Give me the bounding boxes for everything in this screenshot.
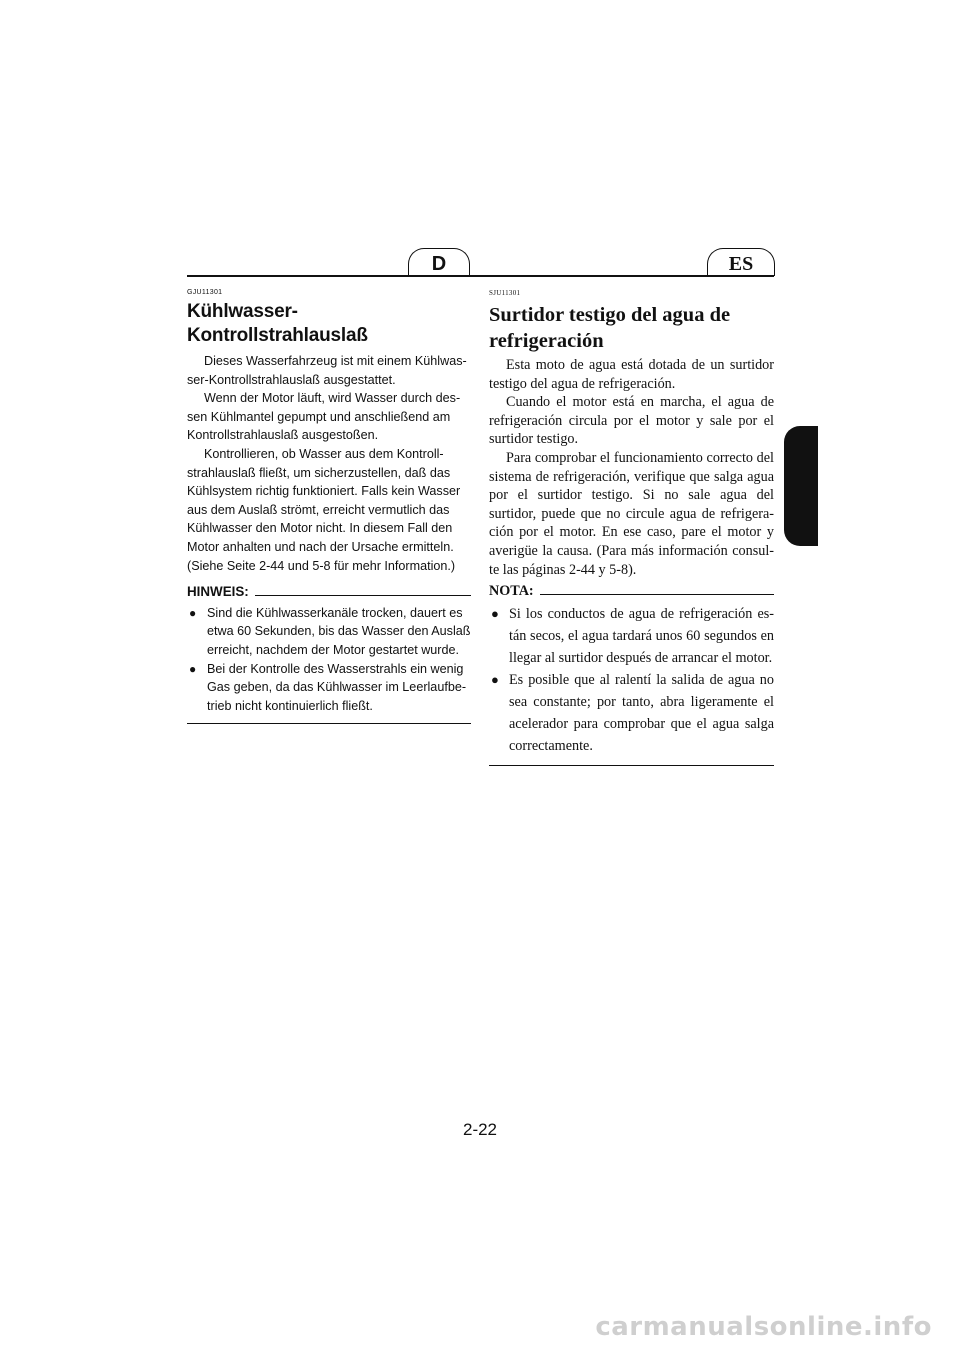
paragraph: Dieses Wasserfahrzeug ist mit einem Kühlwas-ser-Kontrollstrahlauslaß ausgestattet. xyxy=(187,354,467,387)
language-badge-spanish: ES xyxy=(707,248,775,276)
bullet-icon: ● xyxy=(491,605,499,621)
note-list xyxy=(187,604,471,716)
note-text: Bei der Kontrolle des Wasserstrahls ein wenig Gas geben, da das Kühlwasser im Leerlaufbe-trieb nicht kontinuierlich fließt. xyxy=(207,661,467,713)
section-code: SJU11301 xyxy=(489,289,521,297)
note-heading xyxy=(187,583,471,602)
watermark: carmanualsonline.info xyxy=(595,1312,932,1342)
note-text: Es posible que al ralentí la salida de agua no sea constante; por tanto, abra ligeramente el acelerador para comprobar que el agua salga correctamente. xyxy=(509,671,774,754)
header-rule xyxy=(187,275,774,277)
paragraph: Para comprobar el funcionamiento correcto del sistema de refrigeración, verifique que salga agua por el surtidor testigo. Si no sale agua del surtidor, puede que no circule agua de refrigera-ción por el motor. En ese caso, pare el motor y averigüe la causa. (Para más información consul-te las páginas 2-44 y 5-8). xyxy=(489,449,774,578)
spanish-column xyxy=(489,288,774,766)
chapter-tab xyxy=(784,426,818,546)
note-end-rule xyxy=(187,723,471,724)
paragraph: Cuando el motor está en marcha, el agua de refrigeración circula por el motor y sale por el surtidor testigo. xyxy=(489,394,774,448)
note-item xyxy=(187,604,471,660)
note-rule xyxy=(255,595,471,596)
bullet-icon: ● xyxy=(189,605,197,620)
paragraph: Esta moto de agua está dotada de un surtidor testigo del agua de refrigeración. xyxy=(489,357,774,392)
language-badge-german: D xyxy=(408,248,470,276)
note-label: NOTA: xyxy=(489,583,534,600)
section-title: Kühlwasser-Kontrollstrahlauslaß xyxy=(187,301,368,346)
paragraph: Wenn der Motor läuft, wird Wasser durch des-sen Kühlmantel gepumpt und anschließend am Kontrollstrahlauslaß ausgestoßen. xyxy=(187,391,461,443)
bullet-icon: ● xyxy=(491,671,499,687)
note-rule xyxy=(540,594,774,595)
note-item xyxy=(489,603,774,669)
note-text: Sind die Kühlwasserkanäle trocken, dauert es etwa 60 Sekunden, bis das Wasser den Auslaß erreicht, nachdem der Motor gestartet wurde. xyxy=(207,605,471,657)
note-heading xyxy=(489,582,774,601)
note-list xyxy=(489,603,774,757)
german-column xyxy=(187,288,471,724)
bullet-icon: ● xyxy=(189,661,197,676)
note-text: Si los conductos de agua de refrigeración es-tán secos, el agua tardará unos 60 segundos en llegar al surtidor después de arrancar el motor. xyxy=(509,605,774,666)
paragraph: Kontrollieren, ob Wasser aus dem Kontroll-strahlauslaß fließt, um sicherzustellen, daß das Kühlsystem richtig funktioniert. Falls kein Wasser aus dem Auslaß strömt, erreicht vermutlich das Kühlwasser den Motor nicht. In diesem Fall den Motor anhalten und nach der Ursache ermitteln. (Siehe Seite 2-44 und 5-8 für mehr Information.) xyxy=(187,446,461,573)
section-title: Surtidor testigo del agua de refrigeración xyxy=(489,304,731,352)
note-end-rule xyxy=(489,765,774,766)
section-code: GJU11301 xyxy=(187,289,223,296)
page-number: 2-22 xyxy=(462,1120,498,1139)
note-item xyxy=(489,669,774,757)
note-label: HINWEIS: xyxy=(187,584,249,600)
note-item xyxy=(187,660,471,716)
